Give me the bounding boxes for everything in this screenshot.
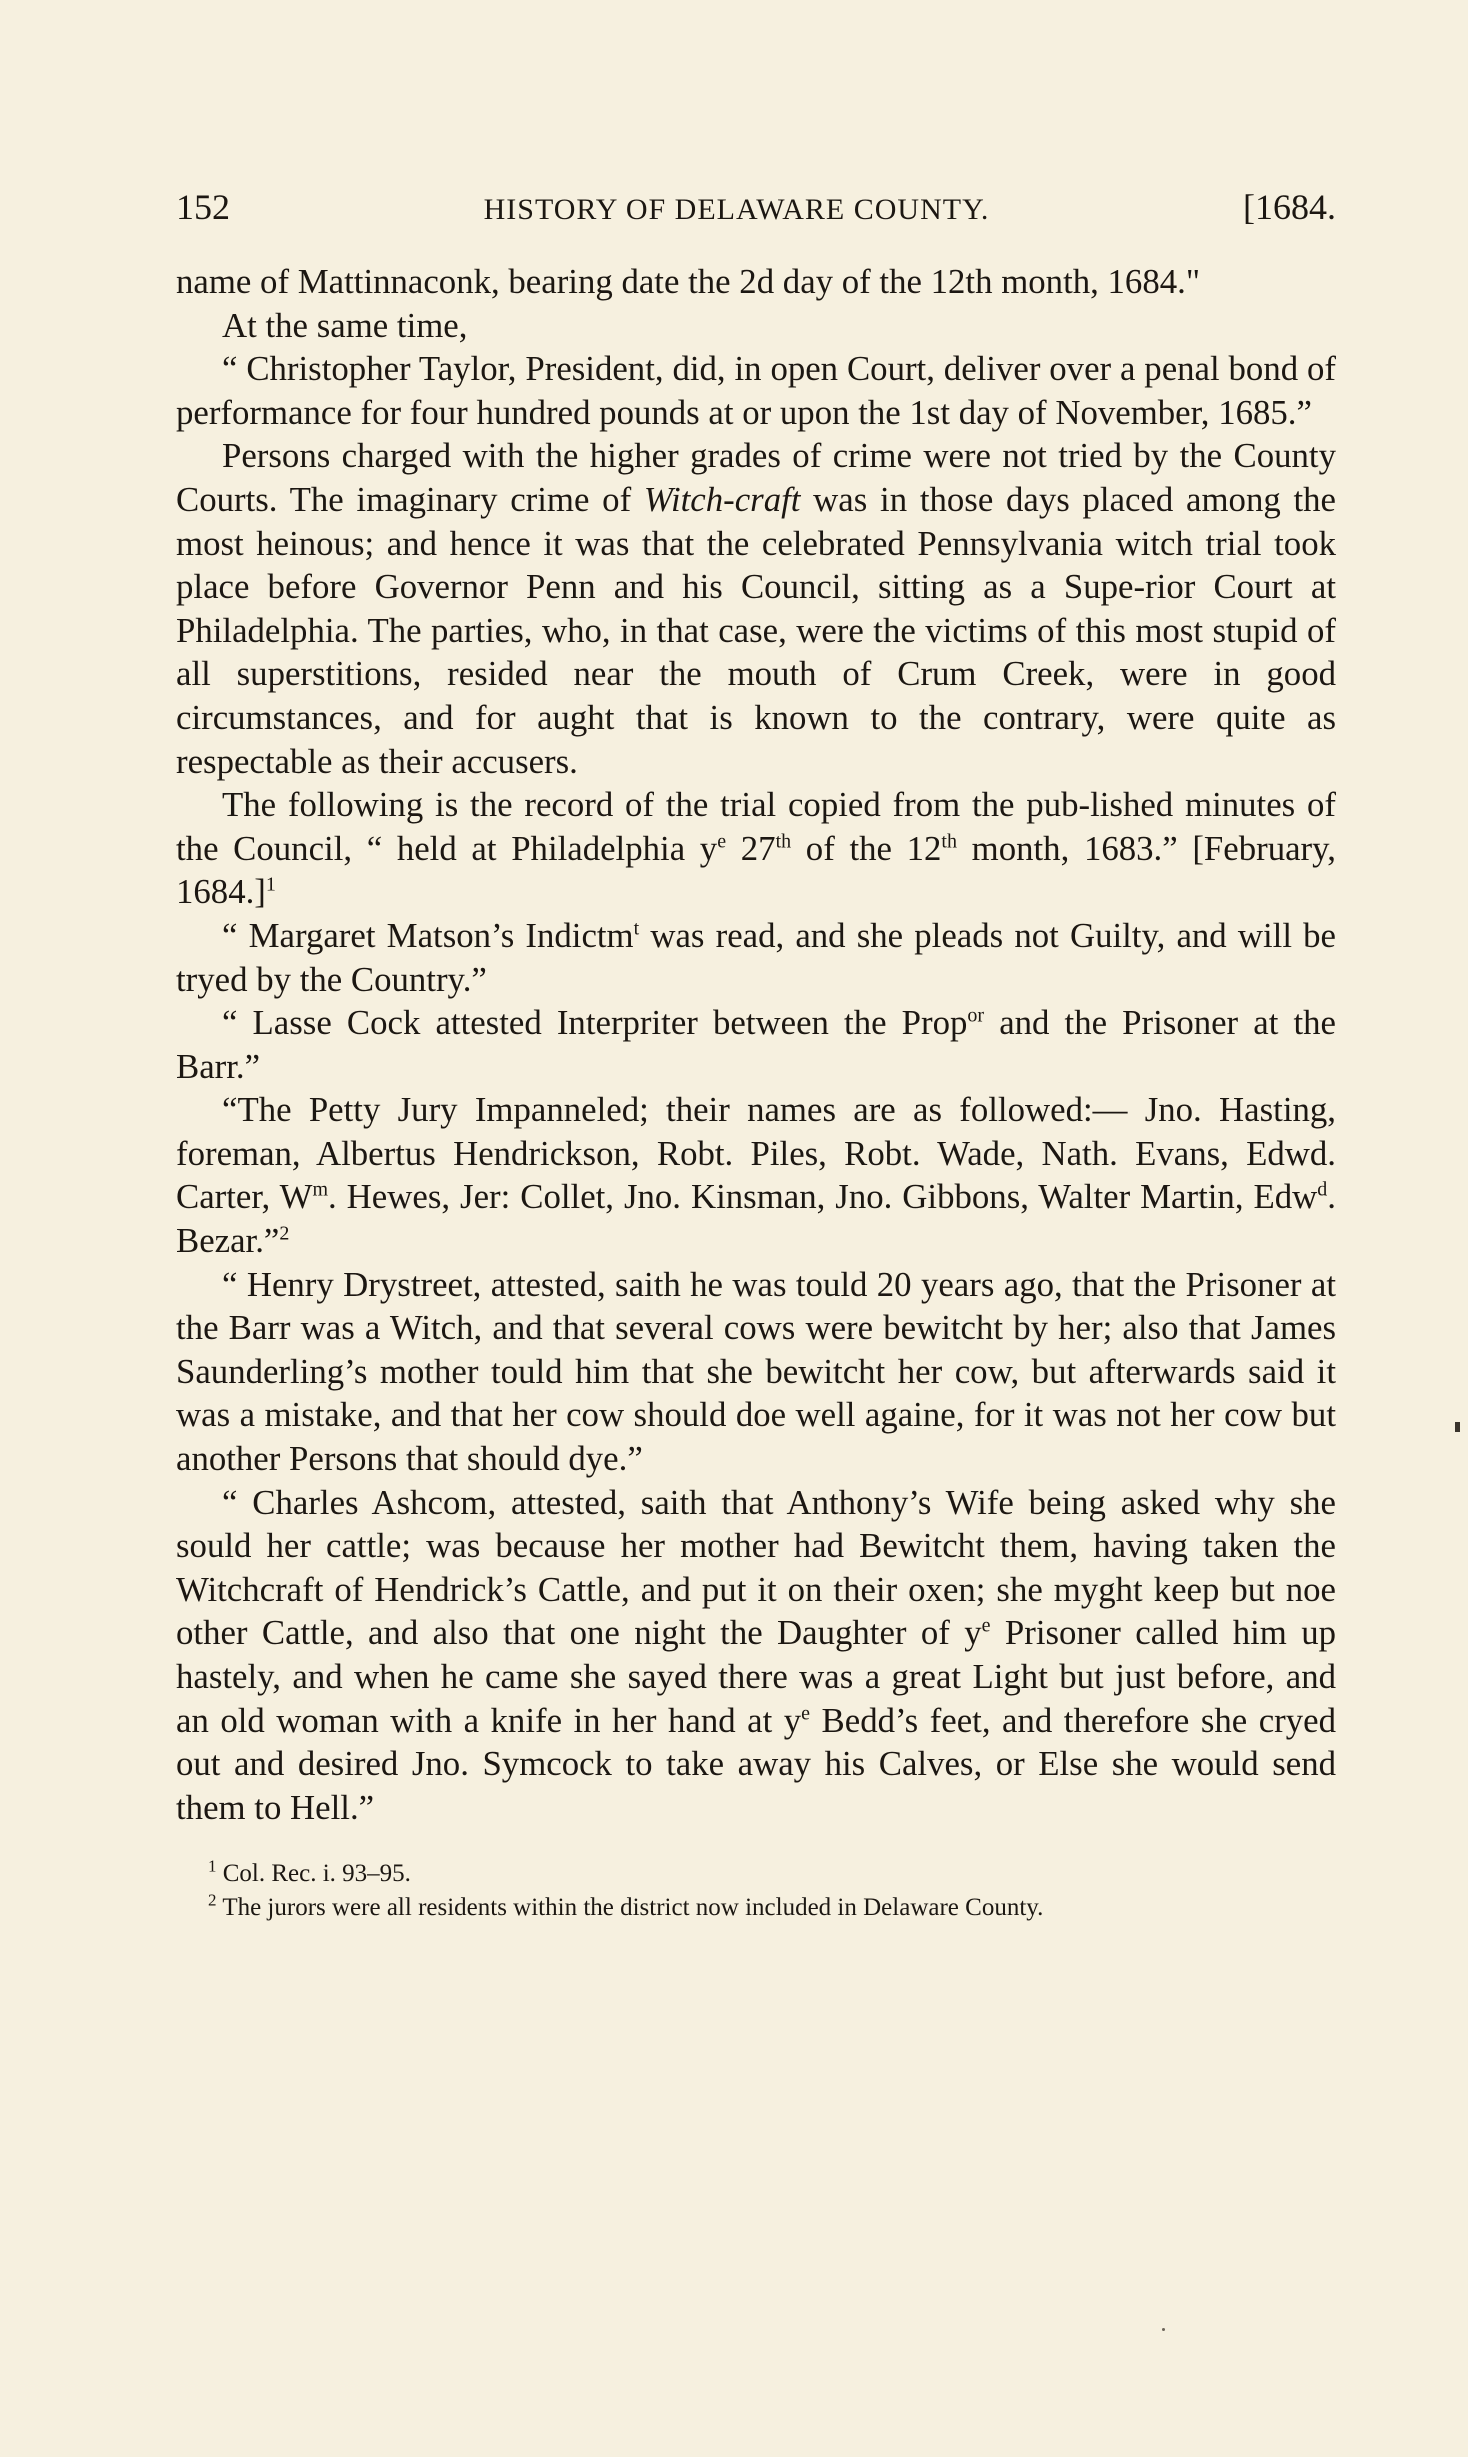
paragraph: “ Lasse Cock attested Interpriter between the Prop$^{or}$ and the Prisoner at the Barr.”: [176, 1003, 1336, 1086]
footnote-mark: 1: [208, 1857, 217, 1877]
paragraph: “ Christopher Taylor, President, did, in open Court, deliver over a penal bond of performance for four hundred pounds at or upon the 1st day of November, 1685.”: [176, 349, 1336, 432]
running-title: HISTORY OF DELAWARE COUNTY.: [483, 193, 990, 226]
footnote: [176, 1891, 1336, 1925]
running-year: [1684.: [1243, 187, 1336, 227]
paragraph: Persons charged with the higher grades of crime were not tried by the County Courts. The imaginary crime of Witch-craft was in those days placed among the most heinous; and hence it was that the celebrated Pennsylvania witch trial took place before Governor Penn and his Council, sitting as a Supe-rior Court at Philadelphia. The parties, who, in that case, were the victims of this most stupid of all superstitions, resided near the mouth of Crum Creek, were in good circumstances, and for aught that is known to the contrary, were quite as respectable as their accusers.: [176, 436, 1336, 781]
ink-speck: [1162, 2328, 1165, 2331]
footnote-text: The jurors were all residents within the district now included in Delaware County.: [222, 1894, 1044, 1922]
paragraph: name of Mattinnaconk, bearing date the 2d day of the 12th month, 1684.": [176, 262, 1201, 301]
paragraph: At the same time,: [222, 305, 468, 345]
paragraph: The following is the record of the trial copied from the pub-lished minutes of the Council, “ held at Philadelphia $y^e$ 27th of the 12th month, 1683.” [February, 1684.]$^1$: [176, 785, 1336, 912]
footnote-mark: 2: [208, 1891, 217, 1911]
page-number: 152: [176, 187, 230, 227]
paragraph: “ Margaret Matson’s Indictm$^t$ was read, and she pleads not Guilty, and will be tryed by the Country.”: [176, 915, 1336, 999]
paragraph: “The Petty Jury Impanneled; their names are as followed:— Jno. Hasting, foreman, Albertus Hendrickson, Robt. Piles, Robt. Wade, Nath. Evans, Edwd. Carter, $W^m$. Hewes, Jer: Collet, Jno. Kinsman, Jno. Gibbons, Walter Martin, Edw$^d$. Bezar.”$^2$: [176, 1090, 1336, 1261]
footnote-text: Col. Rec. i. 93–95.: [222, 1860, 411, 1888]
footnotes: [176, 1857, 1336, 1925]
footnote: [176, 1857, 1336, 1891]
running-head: [176, 185, 1336, 232]
paragraph: “ Charles Ashcom, attested, saith that Anthony’s Wife being asked why she sould her cattle; was because her mother had Bewitcht them, having taken the Witchcraft of Hendrick’s Cattle, and put it on their oxen; she myght keep but noe other Cattle, and also that one night the Daughter of $y^e$ Prisoner called him up hastely, and when he came she sayed there was a great Light but just before, and an old woman with a knife in her hand at $y^e$ Bedd’s feet, and therefore she cryed out and desired Jno. Symcock to take away his Calves, or Else she would send them to Hell.”: [176, 1482, 1336, 1827]
margin-ink-mark: [1455, 1422, 1460, 1432]
paragraph: “ Henry Drystreet, attested, saith he was tould 20 years ago, that the Prisoner at the Barr was a Witch, and that several cows were bewitcht by her; also that James Saunderling’s mother tould him that she bewitcht her cow, but afterwards said it was a mistake, and that her cow should doe well againe, for it was not her cow but another Persons that should dye.”: [176, 1264, 1336, 1479]
body-text: [176, 260, 1336, 1829]
